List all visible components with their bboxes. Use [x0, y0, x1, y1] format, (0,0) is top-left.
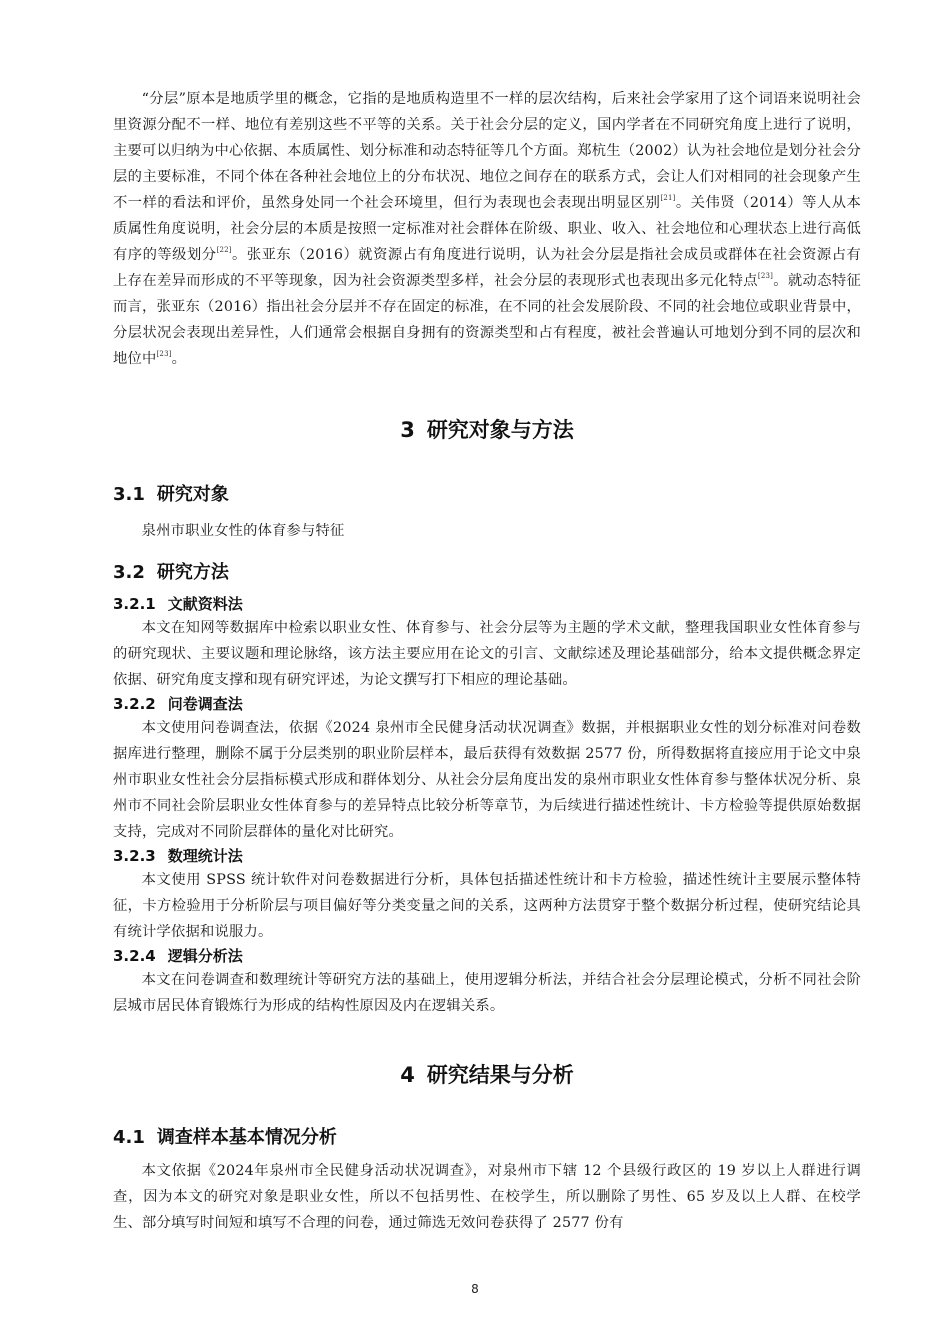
chapter-4-heading	[113, 1059, 861, 1089]
citation-23b[interactable]: [23]	[156, 350, 172, 358]
method-3-2-1-heading	[113, 593, 861, 615]
section-4-1-number: 4.1	[113, 1127, 145, 1148]
chapter-3-title: 研究对象与方法	[426, 418, 574, 442]
section-3-1-title: 研究对象	[156, 484, 229, 505]
section-4-1-text: 本文依据《2024年泉州市全民健身活动状况调查》，对泉州市下辖 12 个县级行政区的 19 岁以上人群进行调查，因为本文的研究对象是职业女性，所以不包括男性、在校学生，所以删除了男性、65 岁及以上人群、在校学生、部分填写时间短和填写不合理的问卷，通过筛选无效问卷获得了 2577 份有	[113, 1163, 861, 1231]
section-3-1-text: 泉州市职业女性的体育参与特征	[141, 523, 345, 539]
section-3-2-heading	[113, 558, 861, 584]
method-3-2-3-text: 本文使用 SPSS 统计软件对问卷数据进行分析，具体包括描述性统计和卡方检验，描述性统计主要展示整体特征，卡方检验用于分析阶层与项目偏好等分类变量之间的关系，这两种方法贯穿于整个数据分析过程，使研究结论具有统计学依据和说服力。	[113, 872, 861, 940]
method-3-2-4-text: 本文在问卷调查和数理统计等研究方法的基础上，使用逻辑分析法，并结合社会分层理论模式，分析不同社会阶层城市居民体育锻炼行为形成的结构性原因及内在逻辑关系。	[113, 972, 861, 1014]
page-body	[113, 86, 861, 1236]
method-3-2-3-heading	[113, 845, 861, 867]
intro-text-4: 。就动态特征而言，张亚东（2016）指出社会分层并不存在固定的标准，在不同的社会发展阶段、不同的社会地位或职业背景中，分层状况会表现出差异性，人们通常会根据自身拥有的资源类型和占有程度，被社会普遍认可地划分到不同的层次和地位中	[113, 273, 862, 367]
intro-paragraph	[113, 86, 861, 372]
intro-text-5: 。	[171, 351, 187, 367]
section-3-1-number: 3.1	[113, 484, 145, 505]
chapter-3-heading	[113, 414, 861, 444]
method-3-2-3-title: 数理统计法	[167, 847, 243, 865]
method-3-2-2-title: 问卷调查法	[167, 695, 243, 713]
chapter-4-number: 4	[400, 1063, 415, 1087]
method-3-2-1-number: 3.2.1	[113, 595, 156, 613]
method-3-2-2-number: 3.2.2	[113, 695, 156, 713]
method-3-2-2-heading	[113, 693, 861, 715]
section-3-1-heading	[113, 480, 861, 506]
method-3-2-3-number: 3.2.3	[113, 847, 156, 865]
citation-22[interactable]: [22]	[216, 246, 232, 254]
citation-23[interactable]: [23]	[757, 272, 774, 280]
page-number: 8	[471, 1282, 479, 1296]
method-3-2-1-title: 文献资料法	[167, 595, 243, 613]
chapter-4-title: 研究结果与分析	[426, 1063, 574, 1087]
method-3-2-4-heading	[113, 945, 861, 967]
intro-text-3: 。张亚东（2016）就资源占有角度进行说明，认为社会分层是指社会成员或群体在社会资源占有上存在差异而形成的不平等现象，因为社会资源类型多样，社会分层的表现形式也表现出多元化特点	[113, 247, 861, 289]
intro-text-2: 。关伟贤（2014）等人从本质属性角度说明，社会分层的本质是按照一定标准对社会群体在阶级、职业、收入、社会地位和心理状态上进行高低有序的等级划分	[113, 195, 861, 263]
method-3-2-1-text: 本文在知网等数据库中检索以职业女性、体育参与、社会分层等为主题的学术文献，整理我国职业女性体育参与的研究现状、主要议题和理论脉络，该方法主要应用在论文的引言、文献综述及理论基础部分，给本文提供概念界定依据、研究角度支撑和现有研究评述，为论文撰写打下相应的理论基础。	[113, 620, 861, 688]
intro-text-1: “分层”原本是地质学里的概念，它指的是地质构造里不一样的层次结构，后来社会学家用了这个词语来说明社会里资源分配不一样、地位有差别这些不平等的关系。关于社会分层的定义，国内学者在不同研究角度上进行了说明，主要可以归纳为中心依据、本质属性、划分标准和动态特征等几个方面。郑杭生（2002）认为社会地位是划分社会分层的主要标准，不同个体在各种社会地位上的分布状况、地位之间存在的联系方式，会让人们对相同的社会现象产生不一样的看法和评价，虽然身处同一个社会环境里，但行为表现也会表现出明显区别	[113, 91, 861, 211]
method-3-2-4-number: 3.2.4	[113, 947, 156, 965]
section-4-1-heading	[113, 1123, 861, 1149]
section-3-2-number: 3.2	[113, 562, 145, 583]
section-4-1-title: 调查样本基本情况分析	[156, 1127, 337, 1148]
chapter-3-number: 3	[400, 418, 415, 442]
citation-21[interactable]: [21]	[660, 194, 676, 202]
method-3-2-2-text: 本文使用问卷调查法，依据《2024 泉州市全民健身活动状况调查》数据，并根据职业女性的划分标准对问卷数据库进行整理，删除不属于分层类别的职业阶层样本，最后获得有效数据 2577 份，所得数据将直接应用于论文中泉州市职业女性社会分层指标模式形成和群体划分、从社会分层角度出发的泉州市职业女性体育参与整体状况分析、泉州市不同社会阶层职业女性体育参与的差异特点比较分析等章节，为后续进行描述性统计、卡方检验等提供原始数据支持，完成对不同阶层群体的量化对比研究。	[113, 720, 861, 840]
section-3-2-title: 研究方法	[156, 562, 229, 583]
method-3-2-4-title: 逻辑分析法	[167, 947, 243, 965]
